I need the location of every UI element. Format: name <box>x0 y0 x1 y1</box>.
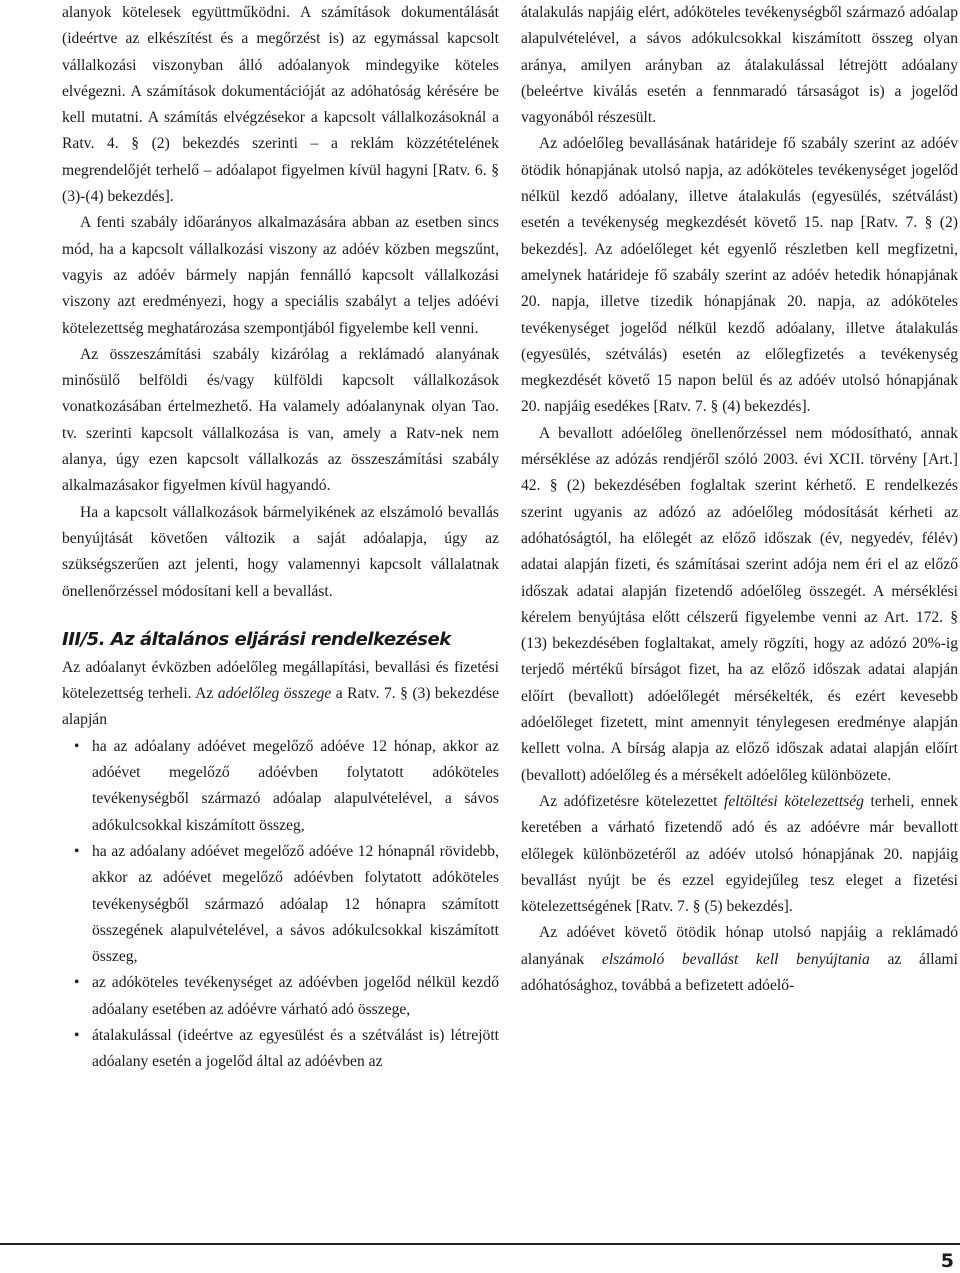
paragraph: átalakulás napjáig elért, adóköteles tevékenységből származó adóalap alapulvételével, a sávos adókulcsokkal kiszámított összeg olyan aránya, amilyen arányban az átalakulással létrejött adóalany (beleértve kiválás esetén a fennmaradó társaságot is) a jogelőd vagyonából részesült. <box>521 4 958 127</box>
list-item: • az adóköteles tevékenységet az adóévben jogelőd nélkül kezdő adóalany esetében az adóévre várható adó összege, <box>62 970 499 1023</box>
right-column <box>521 0 958 999</box>
section-heading: III/5. Az általános eljárási rendelkezések <box>62 628 451 650</box>
paragraph: Az adóévet követő ötödik hónap utolsó napjáig a reklámadó alanyának elszámoló bevallást kell benyújtania az állami adóhatósághoz, továbbá a befizetett adóelő- <box>521 924 958 994</box>
paragraph: Az adóalanyt évközben adóelőleg megállapítási, bevallási és fizetési kötelezettség terheli. Az adóelőleg összege a Ratv. 7. § (3) bekezdése alapján <box>62 658 500 729</box>
footer-rule <box>0 1243 960 1245</box>
emphasis-term: adóelőleg összege <box>217 685 332 703</box>
emphasis-term: feltöltési kötelezettség <box>724 792 864 810</box>
left-column <box>62 0 499 1076</box>
paragraph: alanyok kötelesek együttműködni. A számítások dokumentálását (ideértve az elkészítést és a megőrzést is) az egymással kapcsolt vállalkozási viszonyban álló adóalanyok mindegyike köteles elvégezni. A számítások dokumentációját az adóhatóság kérésére be kell mutatni. A számítás elvégzésekor a kapcsolt vállalkozásoknál a Ratv. 4. § (2) bekezdés szerinti – a reklám közzétételének megrendelőjét terhelő – adóalapot figyelmen kívül hagyni [Ratv. 6. § (3)-(4) bekezdés]. <box>62 4 499 206</box>
list-item: • ha az adóalany adóévet megelőző adóéve 12 hónapnál rövidebb, akkor az adóévet megelőző adóévben folytatott adóköteles tevékenységből származó adóalap 12 hónapra számított összegének alapulvételével, a sávos adókulcsokkal kiszámított összeg, <box>62 839 499 970</box>
paragraph: Az adóelőleg bevallásának határideje fő szabály szerint az adóév ötödik hónapjának utolsó napja, az adóköteles tevékenységet jogelőd nélkül kezdő adóalany, illetve átalakulás (egyesülés, szétválást) esetén a tevékenység megkezdését követő 15. nap [Ratv. 7. § (2) bekezdés]. Az adóelőleget két egyenlő részletben kell megfizetni, amelynek határideje fő szabály szerint az adóév hetedik hónapjának 20. napja, illetve tizedik hónapjának 20. napja, az adóköteles tevékenységet jogelőd nélkül kezdő adóalany, illetve átalakulás (egyesülés, szétválás) esetén az előlegfizetés a tevékenység megkezdését követő 15 napon belül és az adóév utolsó hónapjának 20. napjáig esedékes [Ratv. 7. § (4) bekezdés]. <box>521 135 958 416</box>
emphasis-term: elszámoló bevallást kell benyújtania <box>601 950 870 968</box>
page-number: 5 <box>940 1250 954 1272</box>
paragraph: Az adófizetésre kötelezettet feltöltési kötelezettség terheli, ennek keretében a várható fizetendő adó és az adóévre már bevallott előlegek különbözetéről az adóév utolsó hónapjának 20. napjáig bevallást nyújt be és ezzel egyidejűleg tesz eleget a fizetési kötelezettségének [Ratv. 7. § (5) bekezdés]. <box>521 792 958 916</box>
list-item: • átalakulással (ideértve az egyesülést és a szétválást is) létrejött adóalany esetén a jogelőd által az adóévben az <box>62 1023 499 1076</box>
paragraph: Ha a kapcsolt vállalkozások bármelyikének az elszámoló bevallás benyújtását követően változik a saját adóalapja, úgy az szükségszerűen azt jelenti, hogy valamennyi kapcsolt vállalatnak önellenőrzéssel módosítani kell a bevallást. <box>62 503 499 600</box>
list-item: • ha az adóalany adóévet megelőző adóéve 12 hónap, akkor az adóévet megelőző adóévben folytatott adóköteles tevékenységből származó adóalap alapulvételével, a sávos adókulcsokkal kiszámított összeg, <box>62 734 499 839</box>
paragraph: A bevallott adóelőleg önellenőrzéssel nem módosítható, annak mérséklése az adózás rendjéről szóló 2003. évi XCII. törvény [Art.] 42. § (2) bekezdésében foglaltak szerint kérhető. E rendelkezés szerint ugyanis az adózó az adóelőleg módosítását kérheti az adóhatóságtól, ha előlegét az előző időszak (év, negyedév, félév) adatai alapján fizeti, és számításai szerint adója nem éri el az előző időszak adatai alapján fizetendő adóelőleg összegét. A mérséklési kérelem benyújtása előtt célszerű figyelembe venni az Art. 172. § (13) bekezdésében foglaltakat, amely rögzíti, hogy az adózó 20%-ig terjedő mértékű bírságot fizet, ha az előző időszak adatai alapján előírt (bevallott) adóelőlegét mérsékelték, és ezért kevesebb adóelőleget fizetett, mint amennyit ténylegesen eredménye alapján kellett volna. A bírság alapja az előző időszak adatai alapján előírt (bevallott) adóelőleg és a mérsékelt adóelőleg különbözete. <box>521 424 958 784</box>
bullet-list <box>62 734 499 1076</box>
paragraph: A fenti szabály időarányos alkalmazására abban az esetben sincs mód, ha a kapcsolt vállalkozási viszony az adóév közben megszűnt, vagyis az adóév bármely napján fennálló kapcsolt vállalkozási viszony azt eredményezi, hogy a speciális szabályt a teljes adóévi kötelezettség meghatározása szempontjából figyelembe kell venni. <box>62 214 499 337</box>
paragraph: Az összeszámítási szabály kizárólag a reklámadó alanyának minősülő belföldi és/vagy külföldi kapcsolt vállalkozások vonatkozásában értelmezhető. Ha valamely adóalanynak olyan Tao. tv. szerinti kapcsolt vállalkozása is van, amely a Ratv-nek nem alanya, úgy ezen kapcsolt vállalkozás az összeszámítási szabály alkalmazásakor figyelmen kívül hagyandó. <box>62 345 499 495</box>
